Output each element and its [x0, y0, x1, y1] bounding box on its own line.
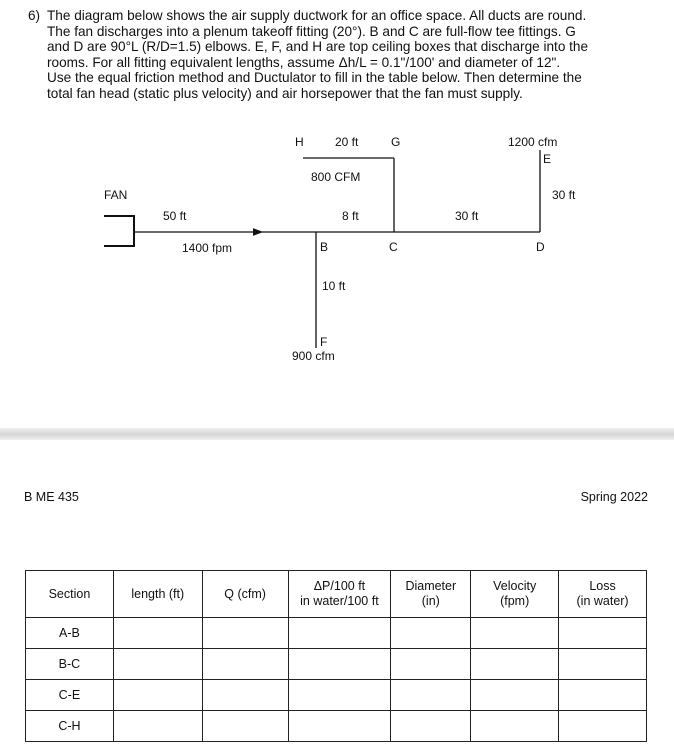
header-dp — [288, 571, 391, 618]
header-line: length (ft) — [131, 586, 185, 601]
table-row — [26, 649, 647, 680]
problem-text — [47, 8, 659, 102]
table-cell[interactable] — [202, 680, 288, 711]
results-table — [25, 570, 647, 742]
header-line: in water/100 ft — [300, 594, 379, 608]
header-line: Loss — [589, 579, 616, 593]
table-cell[interactable] — [471, 618, 559, 649]
table-cell[interactable] — [391, 618, 471, 649]
row-section-label: A-B — [26, 618, 114, 649]
table-cell[interactable] — [288, 649, 391, 680]
header-velocity — [471, 571, 559, 618]
table-cell[interactable] — [288, 711, 391, 742]
node-d-label: D — [536, 240, 545, 254]
node-e-label: E — [543, 152, 552, 166]
table-cell[interactable] — [202, 618, 288, 649]
problem-line: total fan head (static plus velocity) and air horsepower that the fan must supply. — [47, 85, 523, 101]
header-diameter — [391, 571, 471, 618]
row-section-label: C-H — [26, 711, 114, 742]
flow-f-label: 900 cfm — [292, 349, 335, 363]
problem-line: The fan discharges into a plenum takeoff fitting (20°). B and C are full-flow tee fittings. G — [47, 23, 576, 39]
header-line: (fpm) — [500, 594, 530, 608]
flow-g-c: 800 CFM — [311, 170, 361, 184]
flow-e-label: 1200 cfm — [508, 135, 558, 149]
table-cell[interactable] — [202, 711, 288, 742]
length-b-f: 10 ft — [322, 279, 346, 293]
table-cell[interactable] — [288, 618, 391, 649]
table-cell[interactable] — [288, 680, 391, 711]
table-cell[interactable] — [391, 680, 471, 711]
table-cell[interactable] — [391, 711, 471, 742]
table-cell[interactable] — [391, 649, 471, 680]
table-cell[interactable] — [113, 711, 202, 742]
node-b-label: B — [320, 240, 329, 254]
length-g-h: 20 ft — [335, 135, 359, 149]
table-cell[interactable] — [559, 618, 647, 649]
ductwork-diagram — [0, 120, 674, 370]
node-f-label: F — [320, 335, 328, 349]
length-c-d: 30 ft — [455, 209, 479, 223]
table-cell[interactable] — [471, 711, 559, 742]
table-cell[interactable] — [202, 649, 288, 680]
header-line: Diameter — [405, 579, 457, 593]
fan-label: FAN — [104, 188, 128, 202]
problem-line: and D are 90°L (R/D=1.5) elbows. E, F, and H are top ceiling boxes that discharge into the — [47, 39, 589, 55]
table-row — [26, 680, 647, 711]
table-cell[interactable] — [559, 680, 647, 711]
table-cell[interactable] — [113, 649, 202, 680]
header-line: ΔP/100 ft — [313, 579, 366, 593]
problem-line: rooms. For all fitting equivalent lengths, assume Δh/L = 0.1"/100' and diameter of 12". — [47, 54, 561, 70]
page-break — [0, 428, 674, 440]
header-q — [202, 571, 288, 618]
fan-symbol — [104, 216, 134, 246]
table-cell[interactable] — [559, 711, 647, 742]
row-section-label: C-E — [26, 680, 114, 711]
term-label: Spring 2022 — [580, 490, 648, 504]
table-header-row — [26, 571, 647, 618]
header-section — [26, 571, 114, 618]
node-h-label: H — [295, 135, 304, 149]
table-row — [26, 711, 647, 742]
table-cell[interactable] — [113, 680, 202, 711]
velocity-a-b: 1400 fpm — [182, 241, 233, 255]
header-line: (in water) — [576, 594, 629, 608]
header-length — [113, 571, 202, 618]
length-d-e: 30 ft — [552, 188, 576, 202]
header-line: Section — [48, 586, 91, 601]
header-line: Velocity — [493, 579, 537, 593]
node-c-label: C — [389, 240, 398, 254]
table-cell[interactable] — [559, 649, 647, 680]
header-line: Q (cfm) — [224, 586, 266, 601]
table-row — [26, 618, 647, 649]
table-cell[interactable] — [471, 680, 559, 711]
course-label: B ME 435 — [24, 490, 79, 504]
header-line: (in) — [421, 594, 440, 608]
problem-line: Use the equal friction method and Ductulator to fill in the table below. Then determine the — [47, 70, 582, 86]
length-b-c: 8 ft — [342, 209, 359, 223]
problem-number: 6) — [28, 8, 41, 23]
length-a-b: 50 ft — [163, 209, 187, 223]
table-cell[interactable] — [113, 618, 202, 649]
row-section-label: B-C — [26, 649, 114, 680]
problem-line: The diagram below shows the air supply ductwork for an office space. All ducts are round. — [47, 8, 587, 23]
header-loss — [559, 571, 647, 618]
node-g-label: G — [391, 135, 401, 149]
table-cell[interactable] — [471, 649, 559, 680]
